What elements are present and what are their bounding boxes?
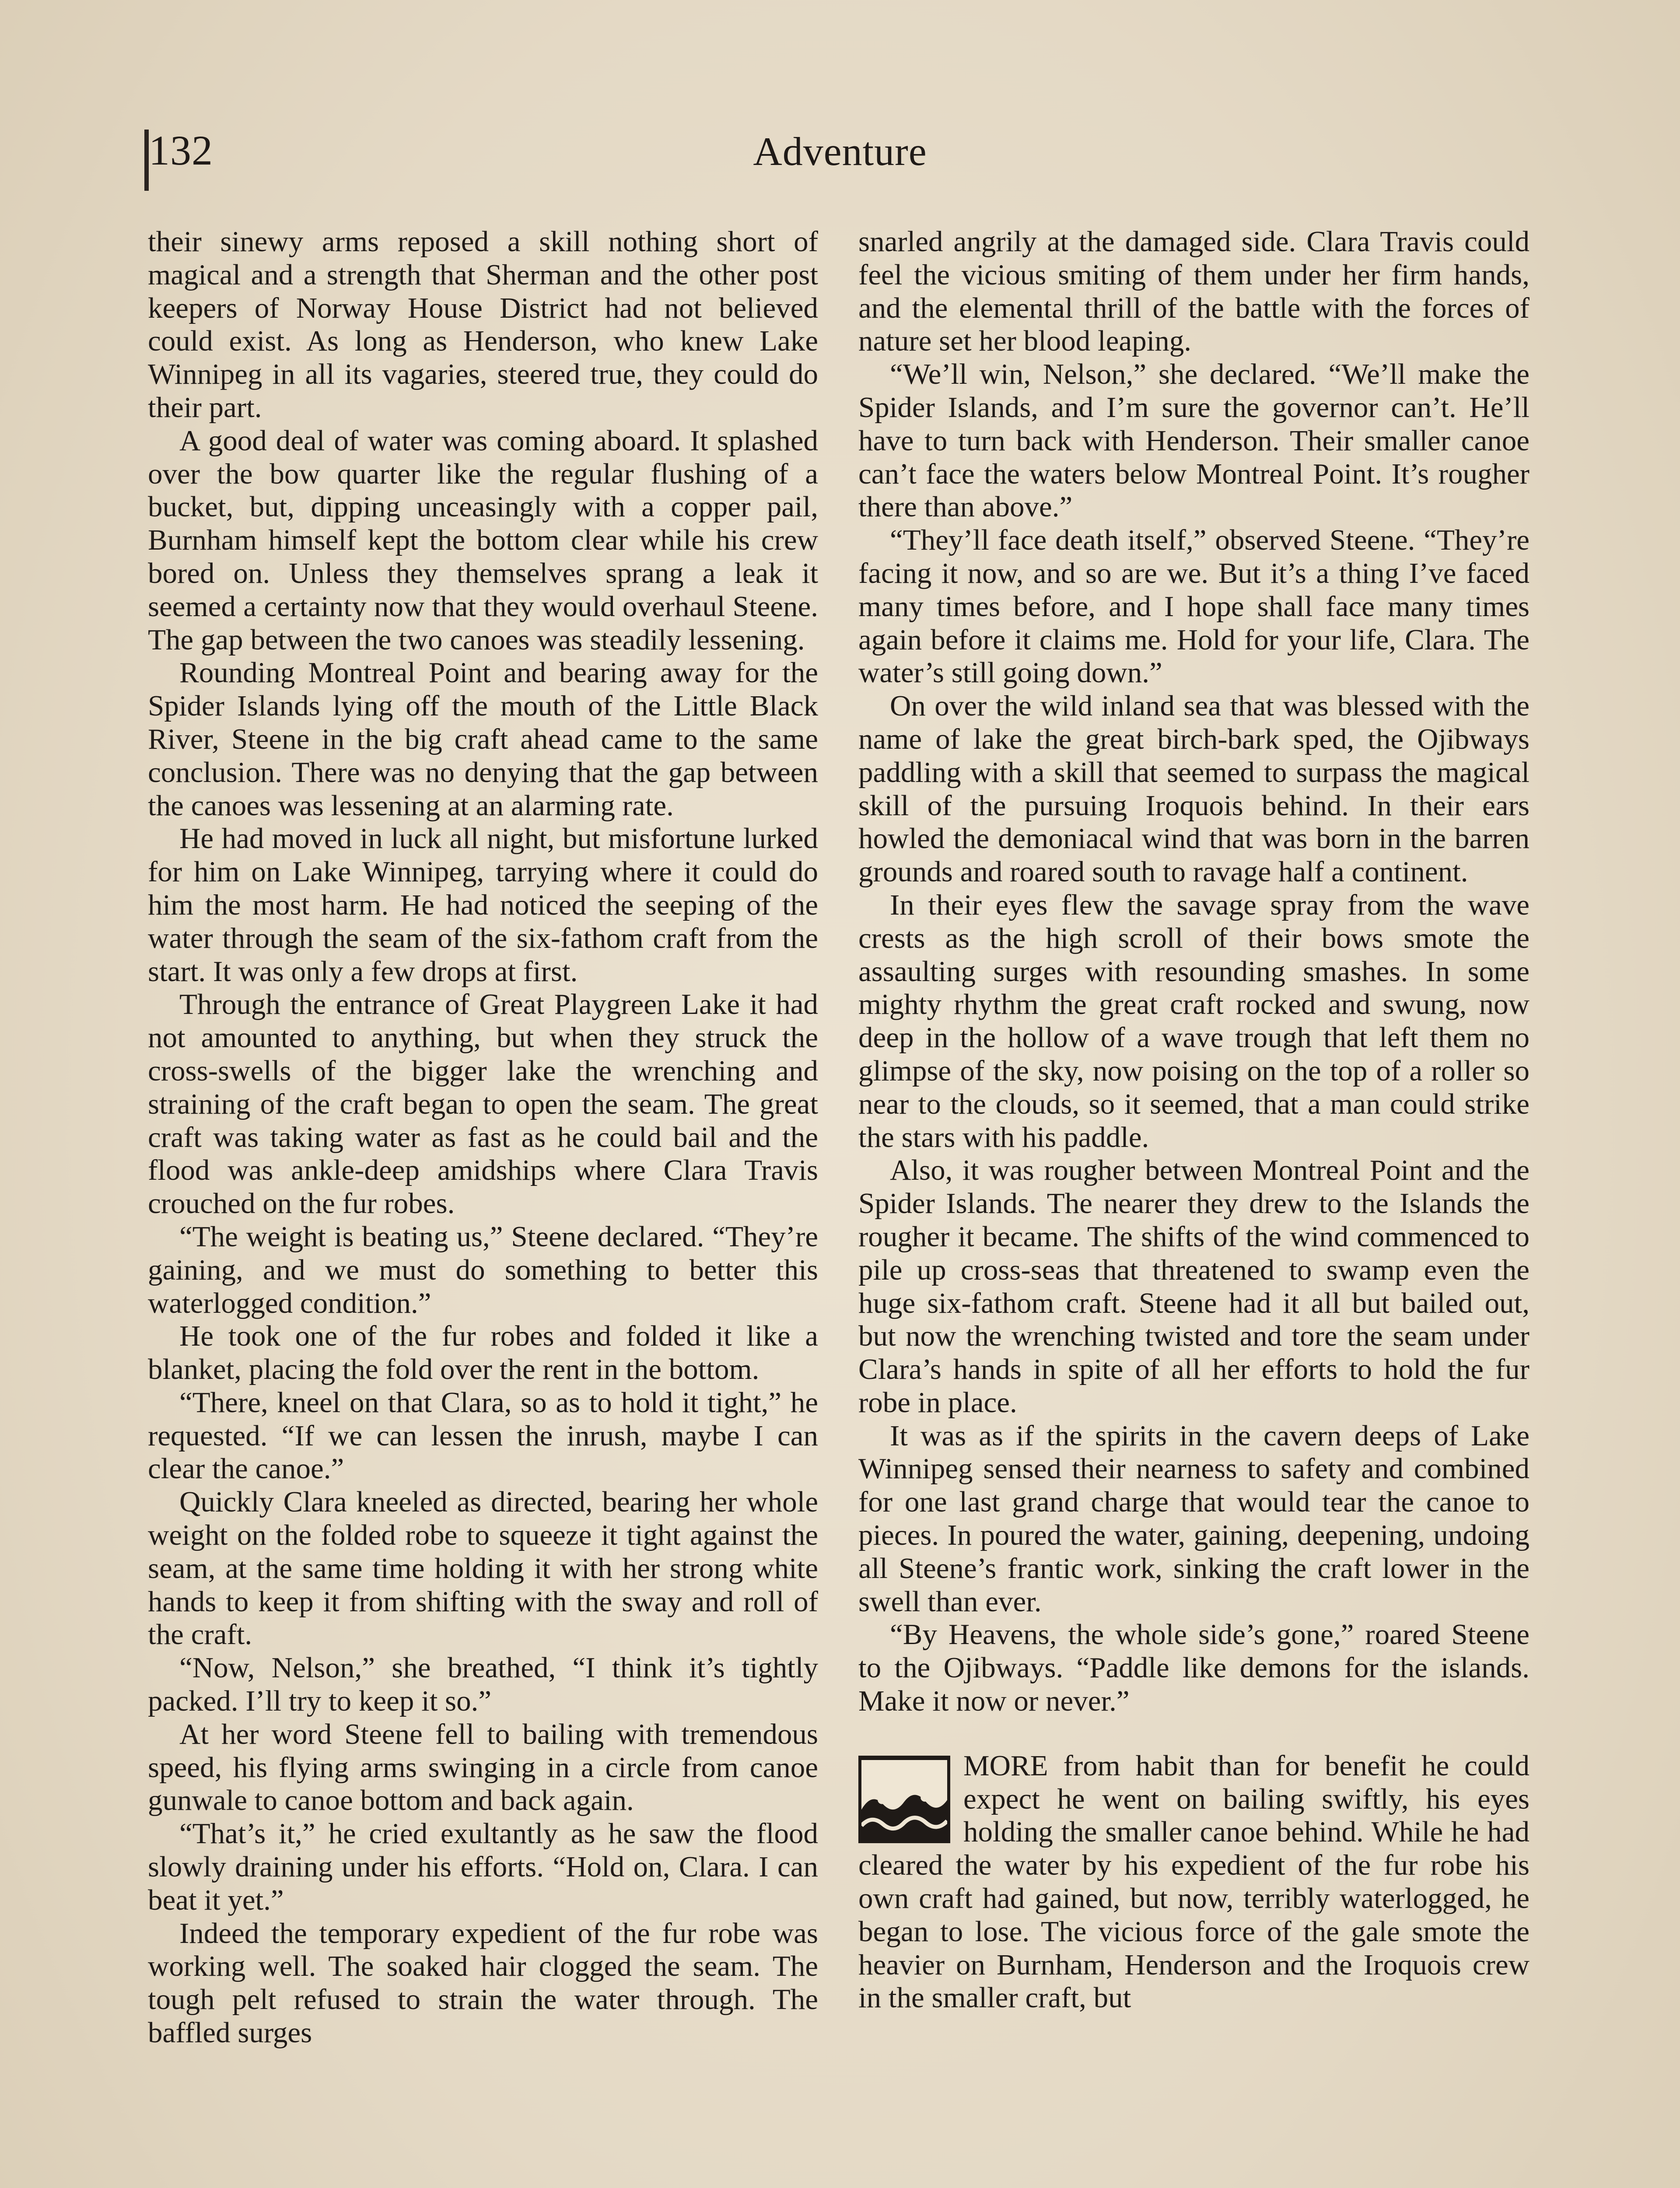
paragraph: At her word Steene fell to bailing with tremendous speed, his flying arms swinging in a circle from canoe gunwale to canoe bottom and back again. <box>148 1718 818 1817</box>
paragraph: He took one of the fur robes and folded it like a blanket, placing the fold over the rent in the bottom. <box>148 1320 818 1386</box>
paragraph: “Now, Nelson,” she breathed, “I think it’s tightly packed. I’ll try to keep it so.” <box>148 1652 818 1718</box>
section-start-paragraph: MORE from habit than for benefit he could expect he went on bailing swiftly, his eyes holding the smaller canoe behind. While he had cleared the water by his expedient of the fur robe his own craft had gained, but now, terribly waterlogged, he began to lose. The vicious force of the gale smote the heavier on Burnham, Henderson and the Iroquois crew in the smaller craft, but <box>858 1749 1530 2014</box>
paragraph: On over the wild inland sea that was blessed with the name of lake the great birch-bark sped, the Ojibways paddling with a skill that seemed to surpass the magical skill of the pursuing Iroquois behind. In their ears howled the demoniacal wind that was born in the barren grounds and roared south to ravage half a continent. <box>858 690 1530 888</box>
paragraph: A good deal of water was coming aboard. It splashed over the bow quarter like the regular flushing of a bucket, but, dipping unceasingly with a copper pail, Burnham himself kept the bottom clear while his crew bored on. Unless they themselves sprang a leak it seemed a certainty now that they would overhaul Steene. The gap between the two canoes was steadily lessening. <box>148 424 818 656</box>
paragraph: It was as if the spirits in the cavern deeps of Lake Winnipeg sensed their nearness to safety and combined for one last grand charge that would tear the canoe to pieces. In poured the water, gaining, deepening, undoing all Steene’s frantic work, sinking the craft lower in the swell than ever. <box>858 1419 1530 1618</box>
paragraph: “That’s it,” he cried exultantly as he saw the flood slowly draining under his efforts. “Hold on, Clara. I can beat it yet.” <box>148 1817 818 1916</box>
paragraph: Quickly Clara kneeled as directed, bearing her whole weight on the folded robe to squeeze it tight against the seam, at the same time holding it with her strong white hands to keep it from shifting with the sway and roll of the craft. <box>148 1486 818 1651</box>
paragraph: Indeed the temporary expedient of the fur robe was working well. The soaked hair clogged the seam. The tough pelt refused to strain the water through. The baffled surges <box>148 1917 818 2049</box>
paragraph: Through the entrance of Great Playgreen Lake it had not amounted to anything, but when they struck the cross-swells of the bigger lake the wrenching and straining of the craft began to open the seam. The great craft was taking water as fast as he could bail and the flood was ankle-deep amidships where Clara Travis crouched on the fur robes. <box>148 988 818 1220</box>
paragraph: Also, it was rougher between Montreal Point and the Spider Islands. The nearer they drew to the Islands the rougher it became. The shifts of the wind commenced to pile up cross-seas that threatened to swamp even the huge six-fathom craft. Steene had it all but bailed out, but now the wrenching twisted and tore the seam under Clara’s hands in spite of all her efforts to hold the fur robe in place. <box>858 1154 1530 1419</box>
page-number: 132 <box>149 127 213 174</box>
right-column <box>858 225 1530 2015</box>
wave-ornament-icon <box>858 1756 950 1843</box>
left-column <box>148 225 818 2050</box>
paragraph: “There, kneel on that Clara, so as to hold it tight,” he requested. “If we can lessen the inrush, maybe I can clear the canoe.” <box>148 1386 818 1485</box>
paragraph: He had moved in luck all night, but misfortune lurked for him on Lake Winnipeg, tarrying where it could do him the most harm. He had noticed the seeping of the water through the seam of the six-fathom craft from the start. It was only a few drops at first. <box>148 822 818 988</box>
paragraph: snarled angrily at the damaged side. Clara Travis could feel the vicious smiting of them under her firm hands, and the elemental thrill of the battle with the forces of nature set her blood leaping. <box>858 225 1530 358</box>
paragraph: “By Heavens, the whole side’s gone,” roared Steene to the Ojibways. “Paddle like demons for the islands. Make it now or never.” <box>858 1618 1530 1718</box>
paragraph: “We’ll win, Nelson,” she declared. “We’ll make the Spider Islands, and I’m sure the governor can’t. He’ll have to turn back with Henderson. Their smaller canoe can’t face the waters below Montreal Point. It’s rougher there than above.” <box>858 358 1530 523</box>
paragraph: “They’ll face death itself,” observed Steene. “They’re facing it now, and so are we. But it’s a thing I’ve faced many times before, and I hope shall face many times again before it claims me. Hold for your life, Clara. The water’s still going down.” <box>858 524 1530 689</box>
paragraph: In their eyes flew the savage spray from the wave crests as the high scroll of their bows smote the assaulting surges with resounding smashes. In some mighty rhythm the great craft rocked and swung, now deep in the hollow of a wave trough that left them no glimpse of the sky, now poising on the top of a roller so near to the clouds, so it seemed, that a man could strike the stars with his paddle. <box>858 888 1530 1154</box>
right-column-paragraphs <box>858 225 1530 1718</box>
paragraph: “The weight is beating us,” Steene declared. “They’re gaining, and we must do something to better this waterlogged condition.” <box>148 1220 818 1319</box>
section-start <box>858 1750 1530 2015</box>
paragraph: Rounding Montreal Point and bearing away for the Spider Islands lying off the mouth of the Little Black River, Steene in the big craft ahead came to the same conclusion. There was no denying that the gap between the canoes was lessening at an alarming rate. <box>148 656 818 822</box>
running-head-title: Adventure <box>753 129 927 174</box>
paragraph: their sinewy arms reposed a skill nothing short of magical and a strength that Sherman and the other post keepers of Norway House District had not believed could exist. As long as Henderson, who knew Lake Winnipeg in all its vagaries, steered true, they could do their part. <box>148 225 818 424</box>
